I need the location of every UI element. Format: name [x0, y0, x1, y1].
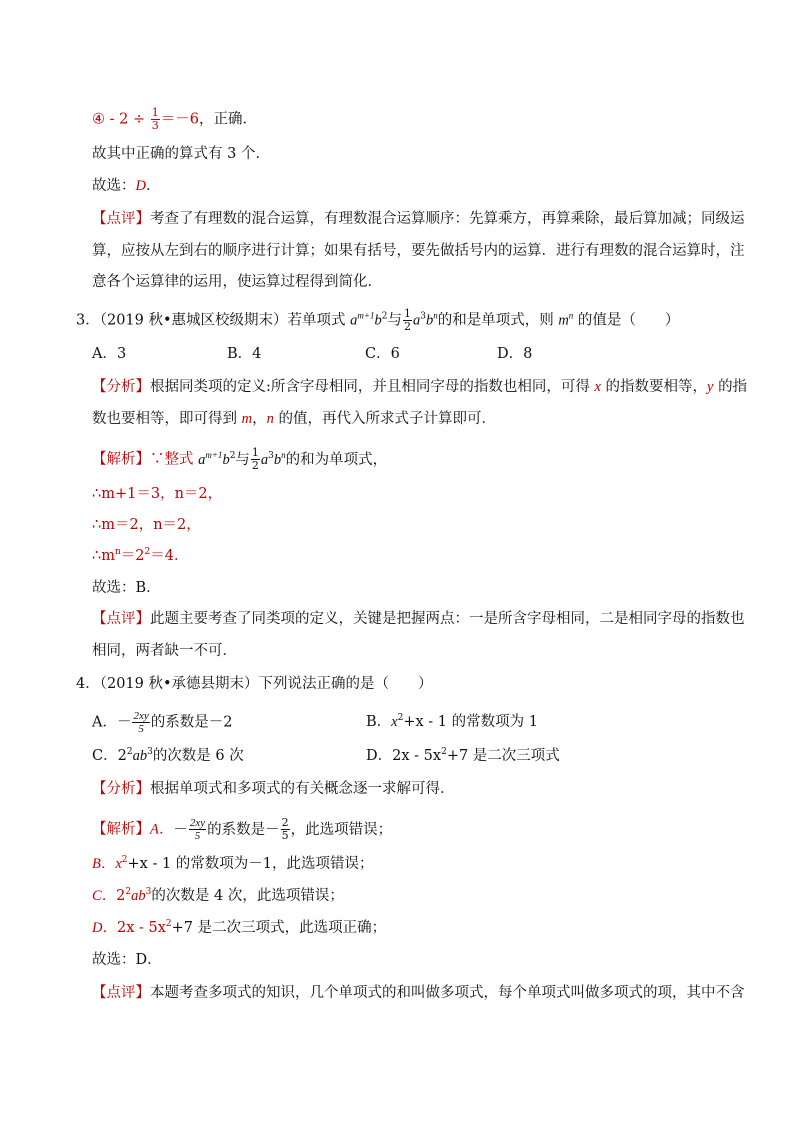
fraction-half	[251, 447, 260, 472]
q4-option-c[interactable]	[92, 746, 244, 766]
q3-analysis-2	[92, 409, 496, 429]
solution-text: ，此选项错误；	[290, 821, 393, 838]
var-m: m	[241, 411, 253, 427]
frac-den: 3	[151, 119, 159, 132]
frac-den: 5	[138, 723, 144, 735]
exp: n	[114, 547, 121, 558]
option-text: +x - 1 的常数项为 1	[403, 714, 538, 730]
review-text: 考查了有理数的混合运算，有理数混合运算顺序：先算乘方，再算乘除，最后算加减；同级运	[150, 211, 745, 227]
q3-option-d[interactable]	[497, 344, 532, 364]
item4-expr-b: ＝－6	[160, 111, 199, 128]
exp: 3	[145, 887, 152, 898]
fraction	[189, 817, 206, 842]
base: 2	[116, 888, 126, 904]
item4-expr-a: - 2 ÷	[105, 111, 150, 128]
question-source: （2019 秋•承德县期末）下列说法正确的是（ ）	[99, 676, 433, 692]
q3-solution-3: ∴m＝2，n＝2，	[92, 517, 201, 533]
var-ab: ab	[132, 748, 148, 764]
var-n: n	[568, 310, 574, 321]
option-letter: D．	[497, 346, 524, 362]
option-text: 8	[523, 346, 533, 362]
analysis-text: ，	[252, 411, 267, 427]
solution-text: ∴m	[92, 548, 115, 564]
exp: 2	[381, 311, 388, 322]
solution-text: ＝2	[120, 548, 145, 564]
var-y: y	[707, 379, 714, 395]
minus: －	[116, 714, 132, 731]
conj: 与	[235, 451, 250, 468]
question-tail: 的和是单项式，则	[437, 312, 559, 329]
var-n: n	[266, 411, 274, 427]
exp: 2	[126, 747, 133, 758]
question-tail2: 的值是（ ）	[573, 312, 680, 329]
exp: 2	[441, 747, 447, 758]
option-letter: B．	[366, 714, 392, 730]
frac-num: 2	[281, 816, 289, 829]
q3-option-a[interactable]	[92, 344, 126, 364]
q4-solution-a	[92, 817, 392, 842]
option-letter: A．	[150, 821, 174, 838]
var-ab: ab	[131, 888, 146, 904]
term-a: a	[260, 451, 269, 468]
frac-den: 2	[403, 320, 411, 333]
exp: m+1	[357, 310, 375, 321]
base: 2	[117, 748, 127, 764]
review-text: 此题主要考查了同类项的定义，关键是把握两点：一是所含字母相同，二是相同字母的指数也	[150, 611, 745, 627]
var-x: x	[594, 379, 601, 395]
item4-verdict: ，正确．	[198, 111, 257, 128]
term-b: b	[222, 451, 230, 468]
review-tag: 【点评】	[92, 211, 150, 227]
conclusion-text: 故其中正确的算式有 3 个．	[92, 146, 270, 162]
question-4-stem	[76, 674, 433, 694]
q3-analysis-1	[92, 377, 747, 397]
solution-tag: 【解析】	[92, 451, 150, 468]
solution-text: +7 是二次三项式，此选项正确；	[171, 920, 387, 936]
term-b: b	[374, 312, 382, 329]
option-letter: C．	[92, 748, 118, 764]
exp: n	[281, 449, 286, 460]
exp: 3	[268, 450, 274, 461]
frac-den: 5	[281, 829, 289, 842]
frac-num: 2xy	[189, 817, 206, 829]
question-source: （2019 秋•惠城区校级期末）若单项式	[99, 312, 351, 329]
question-3-stem	[76, 308, 679, 333]
option-text: 的系数是－2	[150, 714, 233, 731]
q4-solution-c	[92, 886, 344, 906]
q3-choose: 故选：B．	[92, 580, 161, 596]
conj: 与	[387, 312, 402, 329]
solution-text: +x - 1 的常数项为－1，此选项错误；	[127, 856, 374, 872]
solution-text: 的系数是－	[207, 821, 280, 838]
analysis-tag: 【分析】	[92, 781, 150, 797]
exp: 2	[165, 919, 172, 930]
q4-option-b[interactable]	[366, 712, 538, 732]
solution-text: 的次数是 4 次，此选项错误；	[151, 888, 344, 904]
option-text: 6	[390, 346, 400, 362]
exp: 2	[121, 855, 128, 866]
option-text: 的次数是 6 次	[152, 748, 244, 764]
term-b: b	[425, 312, 434, 329]
option-letter: C．	[365, 346, 391, 362]
q3-solution-1	[92, 447, 387, 472]
var-x: x	[391, 714, 398, 730]
minus: －	[173, 821, 188, 838]
circle-number: ④	[92, 111, 105, 128]
expr: 2x - 5x	[392, 748, 442, 764]
review-tag: 【点评】	[92, 611, 150, 627]
option-text: 4	[252, 346, 262, 362]
exp: m+1	[205, 449, 223, 460]
option-letter: B．	[227, 346, 253, 362]
analysis-text: 的指	[713, 379, 748, 395]
term-a: a	[350, 312, 358, 329]
q3-solution-4	[92, 546, 188, 566]
fraction	[281, 817, 290, 842]
solution-text: ∵整式	[150, 451, 199, 468]
frac-den: 5	[194, 830, 201, 842]
term-a: a	[412, 312, 421, 329]
var-m: m	[558, 312, 569, 329]
solution-text: ＝4．	[150, 548, 189, 564]
analysis-tag: 【分析】	[92, 379, 150, 395]
frac-den: 2	[251, 459, 259, 472]
frac-num: 2xy	[133, 710, 149, 722]
q4-option-a[interactable]	[92, 710, 232, 735]
q4-solution-b	[92, 854, 374, 874]
choose-label: 故选：	[92, 178, 136, 194]
fraction-half	[403, 308, 412, 333]
exp: 2	[144, 547, 151, 558]
solution-text: 的和为单项式，	[285, 451, 388, 468]
exp: n	[433, 310, 438, 321]
q3-solution-2: ∴m+1＝3，n＝2，	[92, 486, 223, 502]
choose-answer: D	[135, 178, 146, 194]
expr: 2x - 5x	[116, 920, 166, 936]
analysis-text: 根据同类项的定义:所含字母相同，并且相同字母的指数也相同，可得	[150, 379, 595, 395]
option-letter: D．	[92, 920, 117, 936]
q4-option-d[interactable]	[366, 746, 560, 766]
review-line-2: 算，应按从左到右的顺序进行计算；如果有括号，要先做括号内的运算．进行有理数的混合运算时，注	[92, 243, 745, 259]
option-letter: C．	[92, 888, 117, 904]
exp: 3	[420, 311, 426, 322]
choose-end: ．	[145, 178, 161, 194]
option-letter: D．	[366, 748, 393, 764]
option-letter: B．	[92, 856, 116, 872]
q3-review-2: 相同，两者缺一不可．	[92, 643, 237, 659]
analysis-text: 根据单项式和多项式的有关概念逐一求解可得．	[150, 781, 455, 797]
frac-num: 1	[251, 446, 259, 459]
fraction	[132, 710, 149, 735]
choose-line	[92, 176, 160, 196]
option-text: +7 是二次三项式	[446, 748, 560, 764]
exp: 2	[229, 450, 236, 461]
exp: 2	[397, 713, 404, 724]
frac-num: 1	[403, 307, 411, 320]
item4-line	[92, 107, 257, 132]
q3-review-1	[92, 609, 745, 629]
q3-option-c[interactable]	[365, 344, 400, 364]
exp: 2	[125, 887, 132, 898]
option-text: 3	[116, 346, 127, 362]
q4-review-1	[92, 983, 745, 1003]
analysis-text: 的指数要相等，	[600, 379, 708, 395]
exp: 3	[147, 747, 153, 758]
var-x: x	[115, 856, 122, 872]
analysis-text: 的值，再代入所求式子计算即可．	[273, 411, 496, 427]
frac-num: 1	[151, 106, 159, 119]
review-text: 本题考查多项式的知识，几个单项式的和叫做多项式，每个单项式叫做多项式的项，其中不含	[150, 985, 745, 1001]
q4-solution-d	[92, 918, 386, 938]
option-letter: A．	[92, 346, 117, 362]
solution-tag: 【解析】	[92, 821, 150, 838]
q3-option-b[interactable]	[227, 344, 261, 364]
question-number: 3．	[76, 312, 100, 329]
review-tag: 【点评】	[92, 985, 150, 1001]
term-a: a	[198, 451, 206, 468]
question-number: 4．	[76, 676, 100, 692]
option-letter: A．	[92, 714, 117, 731]
term-b: b	[273, 451, 282, 468]
fraction-one-third	[151, 107, 160, 132]
review-line-3: 意各个运算律的运用，使运算过程得到简化．	[92, 274, 382, 290]
q4-choose: 故选：D．	[92, 952, 162, 968]
q4-analysis	[92, 779, 455, 799]
review-line-1	[92, 209, 745, 229]
analysis-text: 数也要相等，即可得到	[92, 411, 242, 427]
